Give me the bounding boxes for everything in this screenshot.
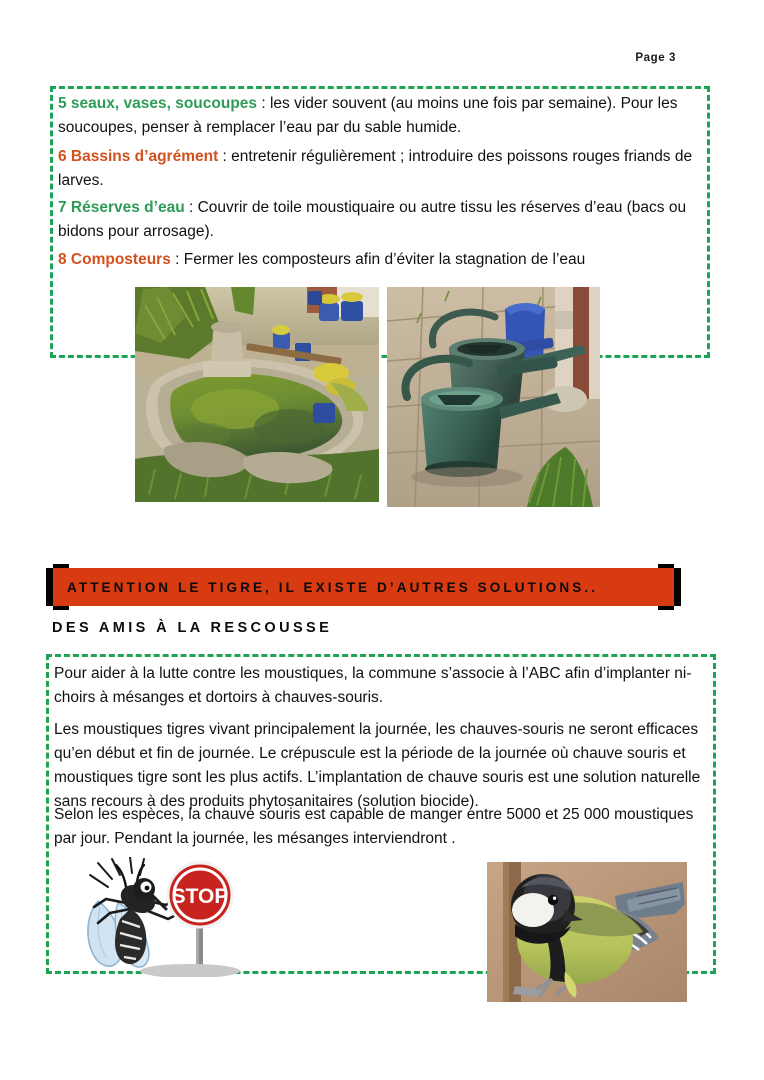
great-tit-photo [487, 862, 687, 1002]
banner-corner-bottom-left [53, 606, 69, 610]
prevention-item-8 [58, 248, 702, 272]
pond-photo [135, 287, 379, 502]
page-number-label: Page 3 [635, 52, 676, 64]
prevention-item-7-separator: : [184, 199, 198, 216]
prevention-item-6 [58, 145, 702, 193]
prevention-item-8-separator: : [170, 251, 184, 268]
friends-paragraph-3: Selon les espèces, la chauve souris est capable de manger entre 5000 et 25 000 moustiques par jour. Pendant la journée, les mésanges interviendront . [54, 806, 694, 848]
prevention-item-6-body: entretenir régulièrement ; introduire des poissons rouges friands de larves. [58, 148, 693, 190]
prevention-item-7-lead: 7 Réserves d’eau [58, 199, 185, 216]
prevention-item-8-lead: 8 Composteurs [58, 251, 171, 268]
prevention-item-5-separator: : [257, 95, 270, 112]
prevention-item-7 [58, 196, 702, 244]
friends-paragraph-2: Les moustiques tigres vivant principalement la journée, les chauves-souris ne seront efficaces qu’en début et fin de journée. Le crépuscule est la période de la journée où chauve souris et moustiques tigre sont les plus actifs. L’implantation de chauve souris est une solution naturelle sans recours à des produits phytosanitaires (solution biocide). [54, 721, 701, 811]
banner-corner-top-right [658, 564, 674, 568]
friends-paragraph-1: Pour aider à la lutte contre les moustiques, la commune s’associe à l’ABC afin d’implanter ni-choirs à mésanges et dortoirs à chauves-souris. [54, 665, 692, 707]
stop-sign-label: STOP [171, 885, 229, 908]
section-subtitle: DES AMIS À LA RESCOUSSE [52, 620, 333, 636]
prevention-item-5-body: les vider souvent (au moins une fois par semaine). Pour les soucoupes, penser à remplacer l’eau par du sable humide. [58, 95, 678, 137]
prevention-item-6-separator: : [218, 148, 232, 165]
prevention-item-7-body: Couvrir de toile moustiquaire ou autre tissu les réserves d’eau (bacs ou bidons pour arrosage). [58, 199, 687, 241]
attention-banner [46, 568, 681, 606]
mosquito-stop-illustration [82, 857, 297, 977]
prevention-item-5-lead: 5 seaux, vases, soucoupes [58, 95, 258, 112]
prevention-item-6-lead: 6 Bassins d’agrément [58, 148, 219, 165]
watering-cans-photo [387, 287, 600, 507]
banner-corner-top-left [53, 564, 69, 568]
prevention-item-5 [58, 92, 702, 140]
prevention-item-8-body: Fermer les composteurs afin d’éviter la stagnation de l’eau [183, 251, 586, 268]
banner-corner-bottom-right [658, 606, 674, 610]
attention-banner-text: ATTENTION LE TIGRE, IL EXISTE D’AUTRES SOLUTIONS.. [67, 579, 599, 595]
